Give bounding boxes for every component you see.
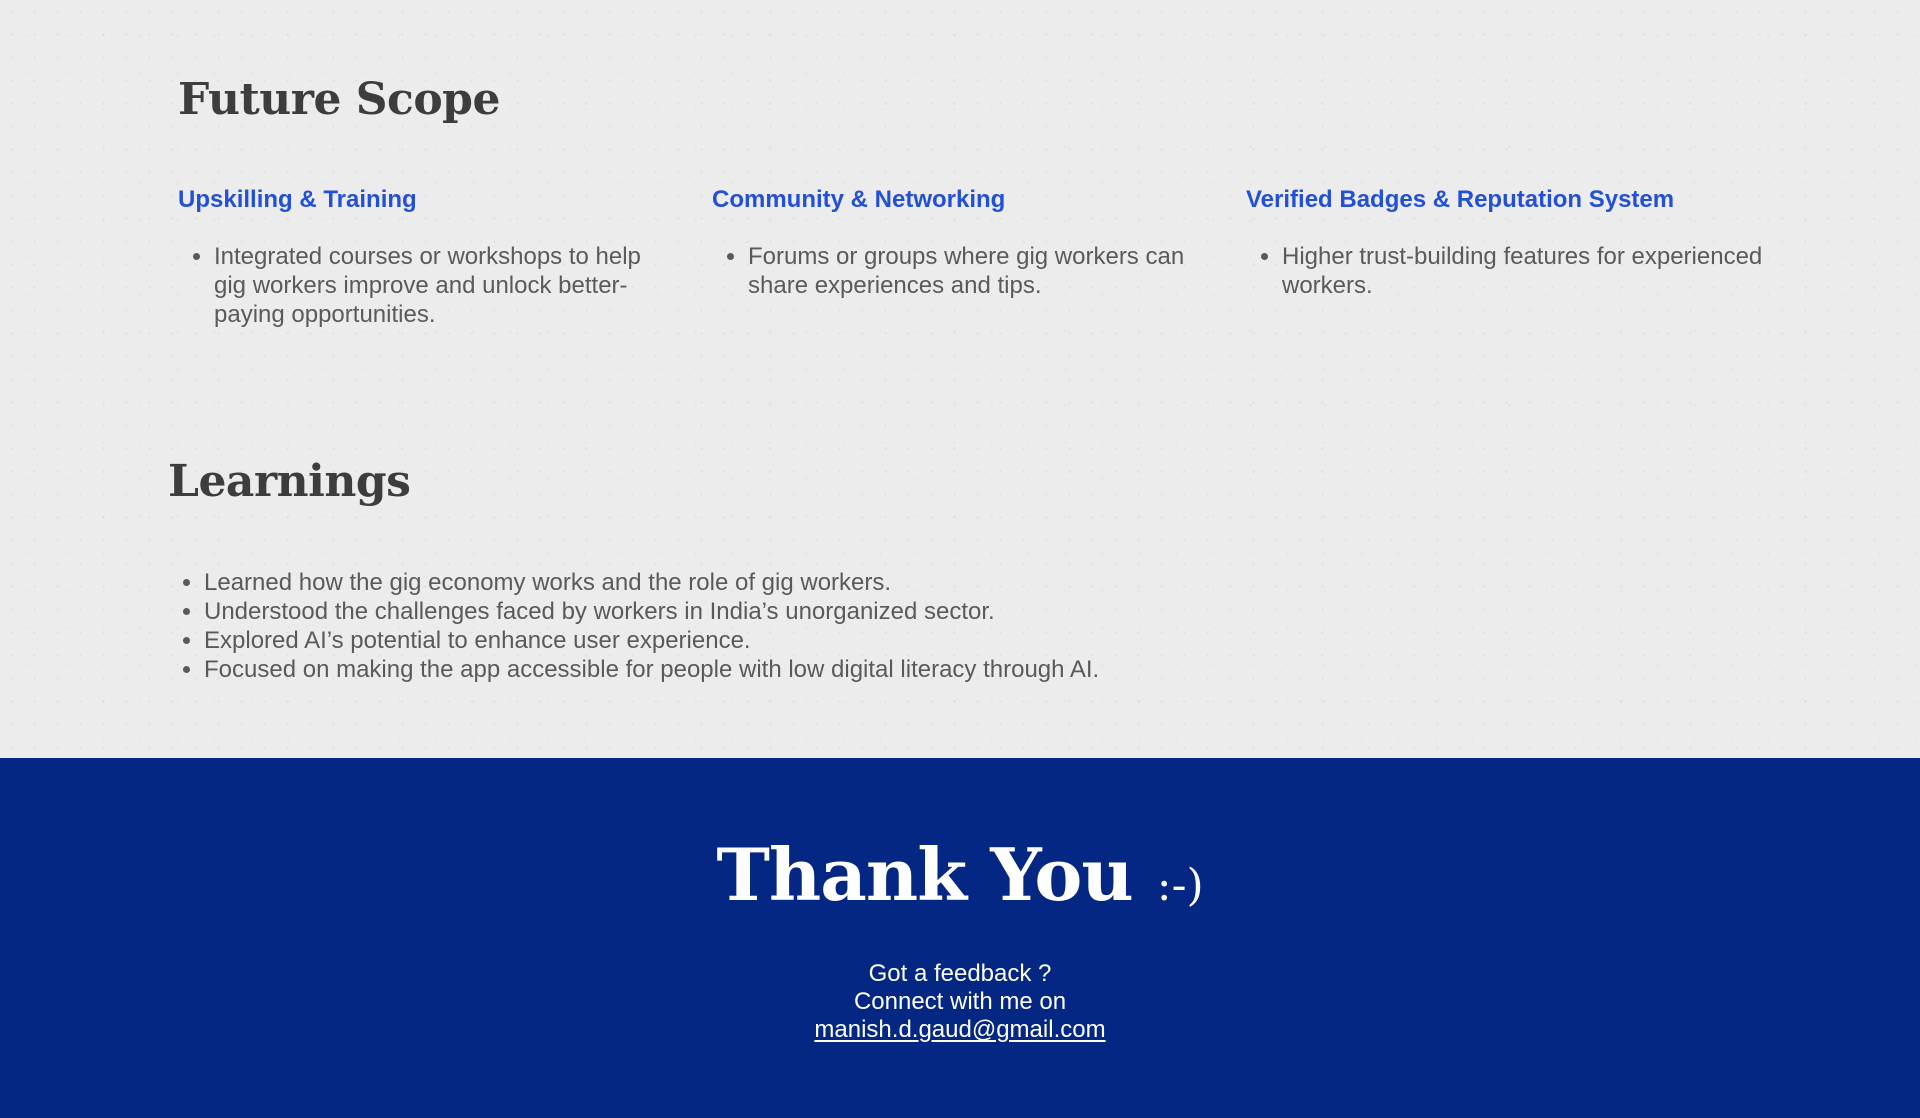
list-item: • Forums or groups where gig workers can share experiences and tips. [748, 242, 1192, 300]
feedback-line: Got a feedback ? [868, 960, 1052, 987]
list-item: • Higher trust-building features for experienced workers. [1282, 242, 1766, 300]
scope-list-community [712, 242, 1192, 300]
scope-list-badges [1246, 242, 1766, 300]
thank-you-footer [0, 758, 1920, 1118]
scope-heading-community: Community & Networking [712, 186, 1006, 213]
scope-heading-upskilling: Upskilling & Training [178, 186, 417, 213]
thank-you-heading [0, 830, 1920, 931]
scope-list-upskilling [178, 242, 658, 329]
smiley-text: :-) [1156, 860, 1204, 911]
feedback-block [0, 960, 1920, 1044]
scope-heading-badges: Verified Badges & Reputation System [1246, 186, 1675, 213]
learnings-list [168, 568, 1404, 684]
scope-column-badges [1246, 184, 1766, 300]
scope-column-community [712, 184, 1192, 300]
connect-line: Connect with me on [853, 988, 1067, 1015]
scope-column-upskilling [178, 184, 658, 329]
thank-you-text: Thank You [716, 832, 1133, 917]
list-item: • Integrated courses or workshops to help gig workers improve and unlock better-paying opportunities. [214, 242, 658, 329]
email-link[interactable]: manish.d.gaud@gmail.com [814, 1016, 1106, 1043]
list-item: • Learned how the gig economy works and the role of gig workers. [204, 568, 1404, 597]
list-item: • Explored AI’s potential to enhance user experience. [204, 626, 1404, 655]
list-item: • Understood the challenges faced by workers in India’s unorganized sector. [204, 597, 1404, 626]
list-item: • Focused on making the app accessible for people with low digital literacy through AI. [204, 655, 1404, 684]
learnings-title: Learnings [168, 456, 411, 507]
future-scope-title: Future Scope [178, 74, 500, 125]
